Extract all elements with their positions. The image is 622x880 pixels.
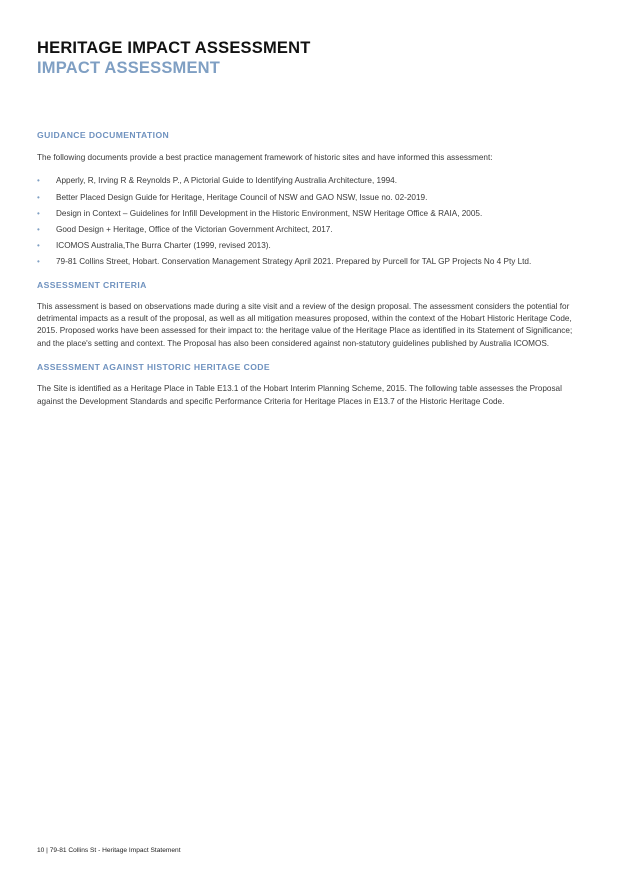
guidance-intro: The following documents provide a best practice management framework of historic sites and have informed this assessment: — [37, 153, 493, 162]
bullet-icon: • — [37, 208, 40, 218]
list-item — [37, 208, 585, 220]
list-item-text: ICOMOS Australia,The Burra Charter (1999, revised 2013). — [56, 241, 271, 251]
list-item — [37, 224, 585, 236]
criteria-body: This assessment is based on observations made during a site visit and a review of the design proposal. The assessment considers the potential for detrimental impacts as a result of the proposal, as well as all mitigation measures proposed, within the context of the Hobart Historic Heritage Code, 2015. Proposed works have been assessed for their impact to: the heritage value of the Heritage Place as identified in its Statement of Significance; and the place's setting and context. The Proposal has also been considered against non-statutory guidelines published by Australia ICOMOS. — [37, 301, 573, 348]
bullet-icon: • — [37, 224, 40, 234]
list-item-text: Apperly, R, Irving R & Reynolds P., A Pictorial Guide to Identifying Australia Architecture, 1994. — [56, 176, 398, 186]
bullet-icon: • — [37, 257, 40, 267]
list-item-text: Design in Context – Guidelines for Infill Development in the Historic Environment, NSW Heritage Office & RAIA, 2005. — [56, 208, 483, 218]
bullet-icon: • — [37, 192, 40, 202]
bullet-icon: • — [37, 176, 40, 186]
list-item — [37, 175, 585, 187]
guidance-heading: GUIDANCE DOCUMENTATION — [37, 130, 170, 140]
list-item-text: Good Design + Heritage, Office of the Victorian Government Architect, 2017. — [56, 224, 333, 234]
code-body: The Site is identified as a Heritage Place in Table E13.1 of the Hobart Interim Planning Scheme, 2015. The following table assesses the Proposal against the Development Standards and specific Performance Criteria for Heritage Places in E13.7 of the Historic Heritage Code. — [37, 384, 562, 406]
list-item-text: 79-81 Collins Street, Hobart. Conservation Management Strategy April 2021. Prepared by Purcell for TAL GP Projects No 4 Pty Ltd. — [56, 257, 532, 267]
document-page — [37, 38, 585, 408]
list-item — [37, 192, 585, 204]
criteria-heading: ASSESSMENT CRITERIA — [37, 279, 147, 290]
code-heading: ASSESSMENT AGAINST HISTORIC HERITAGE CODE — [37, 362, 271, 373]
list-item — [37, 256, 585, 268]
list-item — [37, 240, 585, 252]
page-footer: 10 | 79-81 Collins St - Heritage Impact Statement — [37, 847, 181, 854]
bullet-icon: • — [37, 241, 40, 251]
page-subtitle: IMPACT ASSESSMENT — [37, 59, 221, 77]
list-item-text: Better Placed Design Guide for Heritage, Heritage Council of NSW and GAO NSW, Issue no. 02-2019. — [56, 192, 428, 202]
page-title: HERITAGE IMPACT ASSESSMENT — [37, 39, 311, 57]
guidance-list — [37, 175, 585, 268]
